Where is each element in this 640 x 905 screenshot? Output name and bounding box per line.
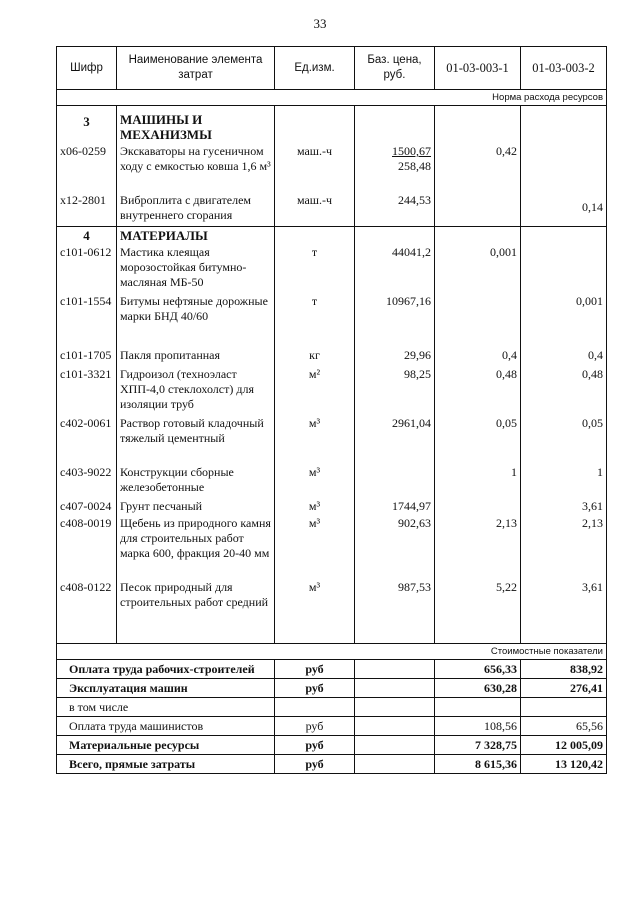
- row-name: Конструкции сборные железобетонные: [117, 464, 275, 498]
- row-unit: т: [275, 244, 355, 293]
- header-row: [57, 47, 607, 90]
- row-v1: 1: [435, 464, 521, 498]
- total-v2: 12 005,09: [521, 736, 607, 755]
- total-name: Эксплуатация машин: [57, 679, 275, 698]
- row-name: Раствор готовый кладочный тяжелый цементный: [117, 415, 275, 464]
- row-v1: [435, 293, 521, 347]
- row-unit: м³: [275, 515, 355, 579]
- row-v1: 5,22: [435, 579, 521, 644]
- total-v1: 7 328,75: [435, 736, 521, 755]
- section-4-code: 4: [57, 227, 117, 245]
- band-resources: Норма расхода ресурсов: [57, 90, 607, 106]
- table-row: [57, 143, 607, 192]
- row-name: Виброплита с двигателем внутреннего сгорания: [117, 192, 275, 227]
- row-code: с407-0024: [57, 498, 117, 515]
- resource-table: [56, 46, 607, 660]
- section-4-title: МАТЕРИАЛЫ: [117, 227, 275, 245]
- row-unit: т: [275, 293, 355, 347]
- total-v1: 8 615,36: [435, 755, 521, 774]
- header-code: Шифр: [57, 47, 117, 90]
- total-name: Всего, прямые затраты: [57, 755, 275, 774]
- total-unit: руб: [275, 717, 355, 736]
- row-unit: м³: [275, 579, 355, 644]
- row-name: Битумы нефтяные дорожные марки БНД 40/60: [117, 293, 275, 347]
- total-v1: 108,56: [435, 717, 521, 736]
- row-name: Грунт песчаный: [117, 498, 275, 515]
- row-name: Мастика клеящая морозостойкая битумно-масляная МБ-50: [117, 244, 275, 293]
- total-v1: 630,28: [435, 679, 521, 698]
- total-name: в том числе: [57, 698, 275, 717]
- header-col2: 01-03-003-2: [521, 47, 607, 90]
- row-v2: 3,61: [521, 579, 607, 644]
- row-unit: м³: [275, 415, 355, 464]
- table-row: [57, 498, 607, 515]
- row-v2: [521, 244, 607, 293]
- row-v1: 0,48: [435, 366, 521, 415]
- row-code: с101-1554: [57, 293, 117, 347]
- row-code: с101-3321: [57, 366, 117, 415]
- table-row: [57, 192, 607, 227]
- row-name: Щебень из природного камня для строительных работ марка 600, фракция 20-40 мм: [117, 515, 275, 579]
- band-costs-row: [57, 644, 607, 660]
- total-name: Оплата труда рабочих-строителей: [57, 660, 275, 679]
- header-price: Баз. цена, руб.: [355, 47, 435, 90]
- section-3-code: 3: [57, 106, 117, 144]
- row-v2: [521, 143, 607, 192]
- row-price-secondary: 258,48: [398, 159, 431, 173]
- row-v2: 0,14: [521, 192, 607, 227]
- total-unit: руб: [275, 755, 355, 774]
- row-code: с402-0061: [57, 415, 117, 464]
- row-price: 244,53: [355, 192, 435, 227]
- header-unit: Ед.изм.: [275, 47, 355, 90]
- row-price: 44041,2: [355, 244, 435, 293]
- row-price: 98,25: [355, 366, 435, 415]
- total-v2: 65,56: [521, 717, 607, 736]
- row-unit: кг: [275, 347, 355, 366]
- table-row: [57, 347, 607, 366]
- table-row: [57, 515, 607, 579]
- row-v2: 0,48: [521, 366, 607, 415]
- header-col1: 01-03-003-1: [435, 47, 521, 90]
- band-costs: Стоимостные показатели: [57, 644, 607, 660]
- row-v2: 2,13: [521, 515, 607, 579]
- row-name: Гидроизол (техноэласт ХПП-4,0 стеклохолст) для изоляции труб: [117, 366, 275, 415]
- total-v2: 838,92: [521, 660, 607, 679]
- row-v1: [435, 498, 521, 515]
- row-price: [355, 464, 435, 498]
- section-3-title: МАШИНЫ И МЕХАНИЗМЫ: [117, 106, 275, 144]
- section-3-row: [57, 106, 607, 144]
- row-price-main: 1500,67: [392, 144, 431, 158]
- row-v1: 0,05: [435, 415, 521, 464]
- row-price: 987,53: [355, 579, 435, 644]
- row-v2: 0,4: [521, 347, 607, 366]
- total-name: Оплата труда машинистов: [57, 717, 275, 736]
- row-code: х06-0259: [57, 143, 117, 192]
- row-price: [355, 143, 435, 192]
- row-code: с408-0122: [57, 579, 117, 644]
- table-row: [57, 579, 607, 644]
- row-unit: м²: [275, 366, 355, 415]
- row-unit: маш.-ч: [275, 192, 355, 227]
- table-row: [57, 366, 607, 415]
- table-row: [57, 464, 607, 498]
- total-unit: руб: [275, 660, 355, 679]
- row-v1: [435, 192, 521, 227]
- row-price: 902,63: [355, 515, 435, 579]
- total-v2: 13 120,42: [521, 755, 607, 774]
- total-v1: [435, 698, 521, 717]
- row-price: 2961,04: [355, 415, 435, 464]
- row-price: 1744,97: [355, 498, 435, 515]
- row-price: 10967,16: [355, 293, 435, 347]
- total-row: [57, 736, 607, 755]
- row-code: х12-2801: [57, 192, 117, 227]
- total-unit: руб: [275, 679, 355, 698]
- total-row: [57, 755, 607, 774]
- row-v1: 0,42: [435, 143, 521, 192]
- row-code: с101-1705: [57, 347, 117, 366]
- section-4-row: [57, 227, 607, 245]
- total-unit: руб: [275, 736, 355, 755]
- total-row: [57, 679, 607, 698]
- total-v2: [521, 698, 607, 717]
- row-v1: 0,4: [435, 347, 521, 366]
- totals-table: [56, 659, 607, 774]
- row-unit: м³: [275, 464, 355, 498]
- total-unit: [275, 698, 355, 717]
- row-name: Экскаваторы на гусеничном ходу с емкостью ковша 1,6 м³: [117, 143, 275, 192]
- table-row: [57, 415, 607, 464]
- row-code: с403-9022: [57, 464, 117, 498]
- row-unit: м³: [275, 498, 355, 515]
- row-v1: 0,001: [435, 244, 521, 293]
- page-number: 33: [313, 16, 327, 31]
- row-code: с101-0612: [57, 244, 117, 293]
- total-v2: 276,41: [521, 679, 607, 698]
- row-v1: 2,13: [435, 515, 521, 579]
- row-price: 29,96: [355, 347, 435, 366]
- row-v2: 0,05: [521, 415, 607, 464]
- row-v2: 3,61: [521, 498, 607, 515]
- band-resources-row: [57, 90, 607, 106]
- total-v1: 656,33: [435, 660, 521, 679]
- row-name: Песок природный для строительных работ средний: [117, 579, 275, 644]
- table-row: [57, 244, 607, 293]
- row-code: с408-0019: [57, 515, 117, 579]
- row-unit: маш.-ч: [275, 143, 355, 192]
- row-v2: 0,001: [521, 293, 607, 347]
- total-row: [57, 717, 607, 736]
- row-name: Пакля пропитанная: [117, 347, 275, 366]
- total-name: Материальные ресурсы: [57, 736, 275, 755]
- total-row: [57, 660, 607, 679]
- header-name: Наименование элемента затрат: [117, 47, 275, 90]
- total-row: [57, 698, 607, 717]
- row-v2: 1: [521, 464, 607, 498]
- table-row: [57, 293, 607, 347]
